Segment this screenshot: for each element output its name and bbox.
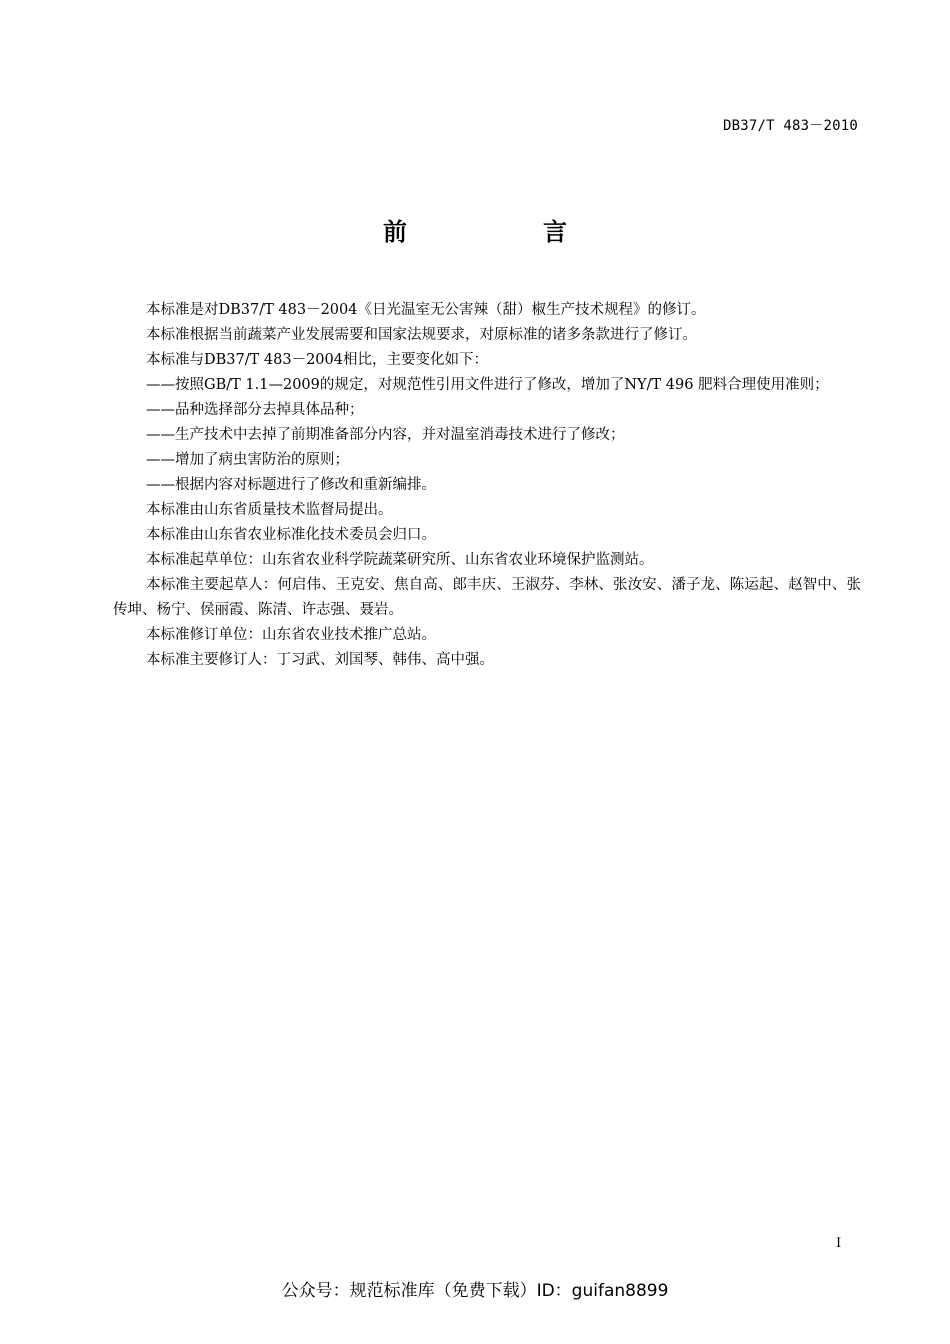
paragraph: 本标准起草单位：山东省农业科学院蔬菜研究所、山东省农业环境保护监测站。 [146, 552, 654, 568]
paragraph: 本标准由山东省质量技术监督局提出。 [146, 502, 393, 518]
paragraph: ——增加了病虫害防治的原则； [146, 452, 349, 468]
paragraph: ——按照GB/T 1.1—2009的规定，对规范性引用文件进行了修改，增加了NY/T 496 肥料合理使用准则； [146, 377, 829, 393]
paragraph: 本标准修订单位：山东省农业技术推广总站。 [146, 627, 436, 643]
foreword-body [113, 298, 861, 673]
paragraph: ——生产技术中去掉了前期准备部分内容，并对温室消毒技术进行了修改； [146, 427, 625, 443]
document-code: DB37/T 483－2010 [722, 118, 858, 134]
footer-watermark: 公众号：规范标准库（免费下载）ID：guifan8899 [281, 1281, 669, 1301]
page-number: I [836, 1236, 842, 1251]
paragraph: 本标准是对DB37/T 483－2004《日光温室无公害辣（甜）椒生产技术规程》的修订。 [146, 302, 706, 318]
paragraph: 本标准主要修订人：丁习武、刘国琴、韩伟、高中强。 [146, 652, 494, 668]
paragraph: 本标准根据当前蔬菜产业发展需要和国家法规要求，对原标准的诸多条款进行了修订。 [146, 327, 697, 343]
paragraph: 本标准与DB37/T 483－2004相比，主要变化如下： [146, 352, 488, 368]
paragraph: 本标准主要起草人：何启伟、王克安、焦自高、郎丰庆、王淑芬、李林、张汝安、潘子龙、陈运起、赵智中、张传坤、杨宁、侯丽霞、陈清、许志强、聂岩。 [113, 577, 861, 618]
paragraph: ——根据内容对标题进行了修改和重新编排。 [146, 477, 436, 493]
paragraph: 本标准由山东省农业标准化技术委员会归口。 [146, 527, 436, 543]
paragraph: ——品种选择部分去掉具体品种； [146, 402, 364, 418]
page-title: 前 言 [383, 218, 623, 246]
